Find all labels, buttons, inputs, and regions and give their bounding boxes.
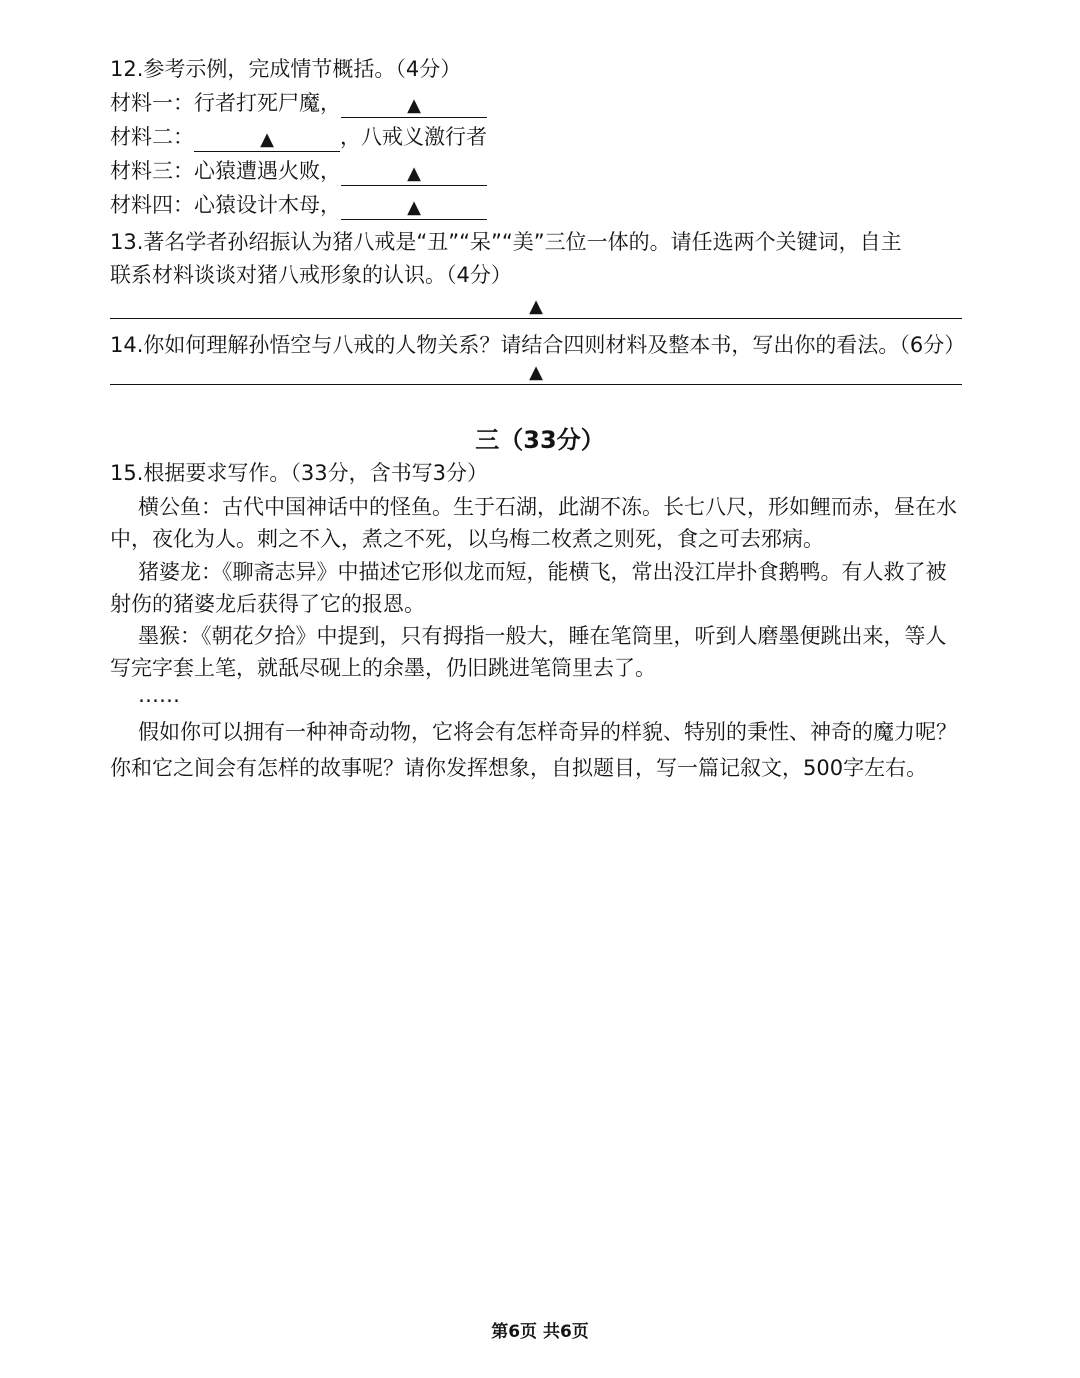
answer-blank[interactable] — [341, 93, 487, 118]
q15-ellipsis: …… — [138, 683, 180, 707]
answer-marker-icon: ▲ — [529, 362, 543, 383]
answer-blank[interactable] — [341, 161, 487, 186]
q12-item-4-text: 心猿设计木母， — [194, 193, 341, 217]
q12-item-4 — [110, 190, 487, 220]
answer-blank[interactable] — [194, 127, 340, 152]
q15-material-2-line-2: 射伤的猪婆龙后获得了它的报恩。 — [110, 592, 425, 616]
q12-item-3 — [110, 156, 487, 186]
q13-text-line-1: 13.著名学者孙绍振认为猪八戒是“丑”“呆”“美”三位一体的。请任选两个关键词，自主 — [110, 230, 902, 254]
q14-answer-line[interactable] — [110, 362, 962, 385]
q15-material-3-line-2: 写完字套上笔，就舐尽砚上的余墨，仍旧跳进笔筒里去了。 — [110, 656, 656, 680]
q14-text: 14.你如何理解孙悟空与八戒的人物关系？请结合四则材料及整本书，写出你的看法。（6分） — [110, 333, 966, 357]
page-number: 第6页 共6页 — [491, 1322, 589, 1342]
q15-task-line-2: 你和它之间会有怎样的故事呢？请你发挥想象，自拟题目，写一篇记叙文，500字左右。 — [110, 756, 928, 780]
answer-marker-icon: ▲ — [260, 129, 274, 150]
q15-material-1-line-1: 横公鱼：古代中国神话中的怪鱼。生于石湖，此湖不冻。长七八尺，形如鲤而赤，昼在水 — [138, 495, 957, 519]
answer-marker-icon: ▲ — [529, 296, 543, 317]
q13-text-line-2: 联系材料谈谈对猪八戒形象的认识。（4分） — [110, 263, 512, 287]
answer-marker-icon: ▲ — [407, 95, 421, 116]
q12-item-3-text: 心猿遭遇火败， — [194, 159, 341, 183]
q12-item-1-text: 行者打死尸魔， — [194, 91, 341, 115]
q15-task-line-1: 假如你可以拥有一种神奇动物，它将会有怎样奇异的样貌、特别的秉性、神奇的魔力呢？ — [138, 720, 957, 744]
q15-prompt: 15.根据要求写作。（33分，含书写3分） — [110, 461, 488, 485]
q12-item-3-label: 材料三： — [110, 159, 194, 183]
q12-item-4-label: 材料四： — [110, 193, 194, 217]
q12-item-2-label: 材料二： — [110, 125, 194, 149]
answer-blank[interactable] — [341, 195, 487, 220]
q15-material-1-line-2: 中，夜化为人。刺之不入，煮之不死，以乌梅二枚煮之则死，食之可去邪病。 — [110, 527, 824, 551]
q15-material-2-line-1: 猪婆龙：《聊斋志异》中描述它形似龙而短，能横飞，常出没江岸扑食鹅鸭。有人救了被 — [138, 560, 947, 584]
q15-material-3-line-1: 墨猴：《朝花夕拾》中提到，只有拇指一般大，睡在笔筒里，听到人磨墨便跳出来，等人 — [138, 624, 947, 648]
answer-marker-icon: ▲ — [407, 163, 421, 184]
q12-item-2-text: ，八戒义激行者 — [340, 125, 487, 149]
q12-item-1-label: 材料一： — [110, 91, 194, 115]
section-3-heading: 三（33分） — [475, 426, 605, 454]
q12-prompt: 12.参考示例，完成情节概括。（4分） — [110, 57, 462, 81]
q12-item-1 — [110, 88, 487, 118]
answer-marker-icon: ▲ — [407, 197, 421, 218]
q13-answer-line[interactable] — [110, 296, 962, 319]
q12-item-2 — [110, 122, 487, 152]
